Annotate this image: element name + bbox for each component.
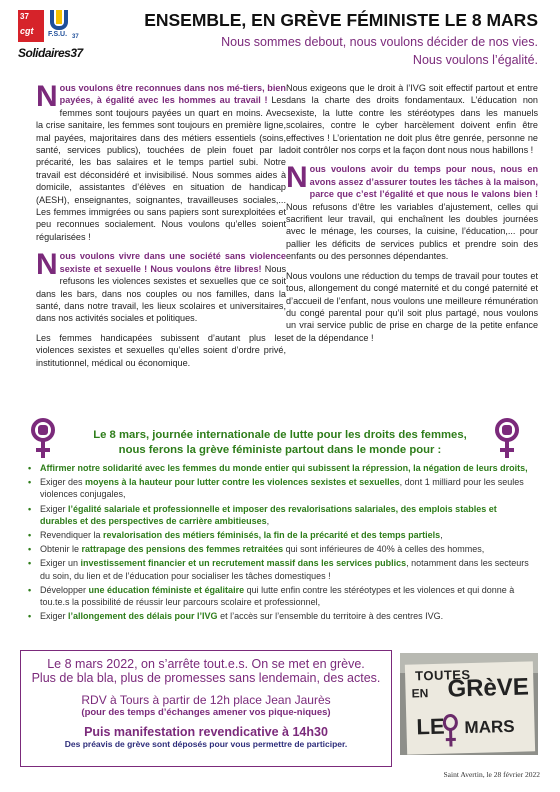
photo-word: GRèVE <box>447 673 530 703</box>
march-8-banner <box>64 428 496 458</box>
left-column <box>36 82 286 376</box>
strike-notice: Des préavis de grève sont déposés pour vous permettre de participer. <box>64 739 348 749</box>
subtitle-line-1: Nous sommes debout, nous voulons décider de nos vies. <box>221 35 538 49</box>
right-paragraph-2 <box>286 163 538 262</box>
left-paragraph-1 <box>36 82 286 243</box>
body-text: Nous refusons les violences sexistes et sexuelles que ce soit dans les bars, dans nos couples ou nos familles, dans la santé, dans notre travail, les lieux scolaires et universitaires, dans nos activités sociales et politiques. <box>36 263 286 324</box>
list-item: • Affirmer notre solidarité avec les femmes du monde entier qui subissent la répression, la négation de leurs droits, <box>28 462 536 474</box>
list-item: • Développer une éducation féministe et égalitaire qui lutte enfin contre les stéréotypes et les violences et qui donne à tou.te.s la possibilité de réussir leur parcours scolaire et professionnel, <box>28 584 536 608</box>
cgt-logo-text: cgt <box>20 26 34 36</box>
footer-date: Saint Avertin, le 28 février 2022 <box>443 770 540 779</box>
dropcap: N <box>36 248 58 282</box>
photo-word: EN <box>411 686 429 701</box>
fsu-logo <box>48 10 79 40</box>
lead-text: ous voulons être reconnues dans nos mé-tiers, bien payées, à égalité avec les hommes au travail ! <box>59 83 286 106</box>
lead-text: ous voulons avoir du temps pour nous, nous en avons assez d’assurer toutes les tâches à la maison, parce que c’est l’égalité et que nous le valons bien ! <box>309 164 538 200</box>
fsu-logo-text: F.S.U. <box>48 31 68 38</box>
banner-photo <box>400 653 538 755</box>
meeting-location: RDV à Tours à partir de 12h place Jean Jaurès <box>81 693 331 707</box>
photo-word: TOUTES <box>414 666 471 684</box>
dropcap: N <box>286 161 308 195</box>
page-title: ENSEMBLE, EN GRÈVE FÉMINISTE LE 8 MARS <box>144 10 538 30</box>
list-item: • Obtenir le rattrapage des pensions des femmes retraitées qui sont inférieures de 40% à celles des hommes, <box>28 543 536 555</box>
left-paragraph-3: Les femmes handicapées subissent d’autant plus les violences sexistes et sexuelles qu’elles soient d’ordre privé, institutionnel, médical ou économique. <box>36 332 286 368</box>
solidaires-logo-number: 37 <box>70 46 83 60</box>
right-paragraph-3: Nous voulons une réduction du temps de travail pour toutes et tous, allongement du congé maternité et du congé paternité et d’accueil de l’enfant, nous voulons une meilleure rémunération du congé parental pour qu’il soit plus partagé, nous voulons un vrai service public de prise en charge de la petite enfance et de la dépendance ! <box>286 270 538 343</box>
list-item: • Exiger l’égalité salariale et professionnelle et imposer des revalorisations salariales, des emplois stables et durables et des perspectives de carrière ambitieuses, <box>28 503 536 527</box>
banner-line-2: nous ferons la grève féministe partout dans le monde pour : <box>118 444 442 456</box>
fsu-logo-bar <box>56 10 62 24</box>
callout-line-1: Le 8 mars 2022, on s’arrête tout.e.s. On se met en grève. <box>47 657 365 671</box>
list-item: • Exiger des moyens à la hauteur pour lutter contre les violences sexistes et sexuelles, dont 1 milliard pour les seules violences conjugales, <box>28 476 536 500</box>
demands-list <box>28 462 536 624</box>
photo-banner-cloth <box>405 661 535 754</box>
solidaires-logo <box>18 46 83 60</box>
right-column <box>286 82 538 351</box>
right-paragraph-1: Nous exigeons que le droit à l’IVG soit effectif partout et entre dans la charte des droits fondamentaux. L’éducation non sexiste, la lutte contre les stéréotypes dans les manuels scolaires, contre le cyber harcèlement doivent enfin être effectives ! L’orientation ne doit plus être genrée, personne ne doit contrôler nos corps et la façon dont nous nous habillons ! <box>286 83 538 156</box>
cgt-logo-number: 37 <box>20 12 29 21</box>
list-item: • Revendiquer la revalorisation des métiers féminisés, la fin de la précarité et des temps partiels, <box>28 529 536 541</box>
feminist-fist-icon <box>30 418 56 460</box>
venus-symbol-icon <box>442 713 459 747</box>
strike-callout-box <box>20 650 392 767</box>
solidaires-logo-text: Solidaires <box>18 46 71 60</box>
feminist-fist-icon <box>494 418 520 460</box>
left-paragraph-2 <box>36 250 286 324</box>
photo-word: LE <box>416 713 445 740</box>
callout-line-2: Plus de bla bla, plus de promesses sans lendemain, des actes. <box>31 671 381 685</box>
list-item: • Exiger l’allongement des délais pour l’IVG et l’accès sur l’ensemble du territoire à des centres IVG. <box>28 610 536 622</box>
banner-line-1: Le 8 mars, journée internationale de lutte pour les droits des femmes, <box>93 429 467 441</box>
body-text: Les femmes sont toujours payées un quart en moins. Avec la crise sanitaire, les femmes sont toujours en première ligne, mal payées, majoritaires dans des métiers essentiels (soins, santé, services publics), touchées de plein fouet par la précarité, les bas salaires et le temps partiel subi. Notre travail est déconsidéré et invisibilisé. Nous sommes aides à domicile, assistantes d’élèves en situation de handicap (AESH), enseignantes, soignantes, travailleuses sociales,... Les femmes immigrées ou sans papiers sont surexploitées et peu reconnues socialement. Nous voulons qu’elles soient régularisées ! <box>36 95 286 242</box>
cgt-logo <box>18 10 44 42</box>
dropcap: N <box>36 80 58 113</box>
photo-word: MARS <box>464 716 515 738</box>
meeting-note: (pour des temps d’échanges amener vos pique-niques) <box>81 707 331 718</box>
demonstration-time: Puis manifestation revendicative à 14h30 <box>84 725 328 739</box>
list-item: • Exiger un investissement financier et un recrutement massif dans les services publics, notamment dans les secteurs du soin, du lien et de l’éducation pour socialiser les tâches domestiques ! <box>28 557 536 581</box>
subtitle-line-2: Nous voulons l’égalité. <box>412 53 538 67</box>
body-text: Nous refusons d’être les variables d’ajustement, celles qui sacrifient leur travail, qui enchaînent les doubles journées avec le ménage, les courses, la cuisine, l’éducation,... pour pallier les déficits de services publics et prendre soin des enfants ou des personnes dépendantes. <box>286 201 538 262</box>
lead-text: ous voulons vivre dans une société sans violence sexiste et sexuelle ! Nous voulons être libres! <box>59 251 286 274</box>
logos <box>18 10 98 60</box>
fsu-logo-number: 37 <box>72 34 79 40</box>
